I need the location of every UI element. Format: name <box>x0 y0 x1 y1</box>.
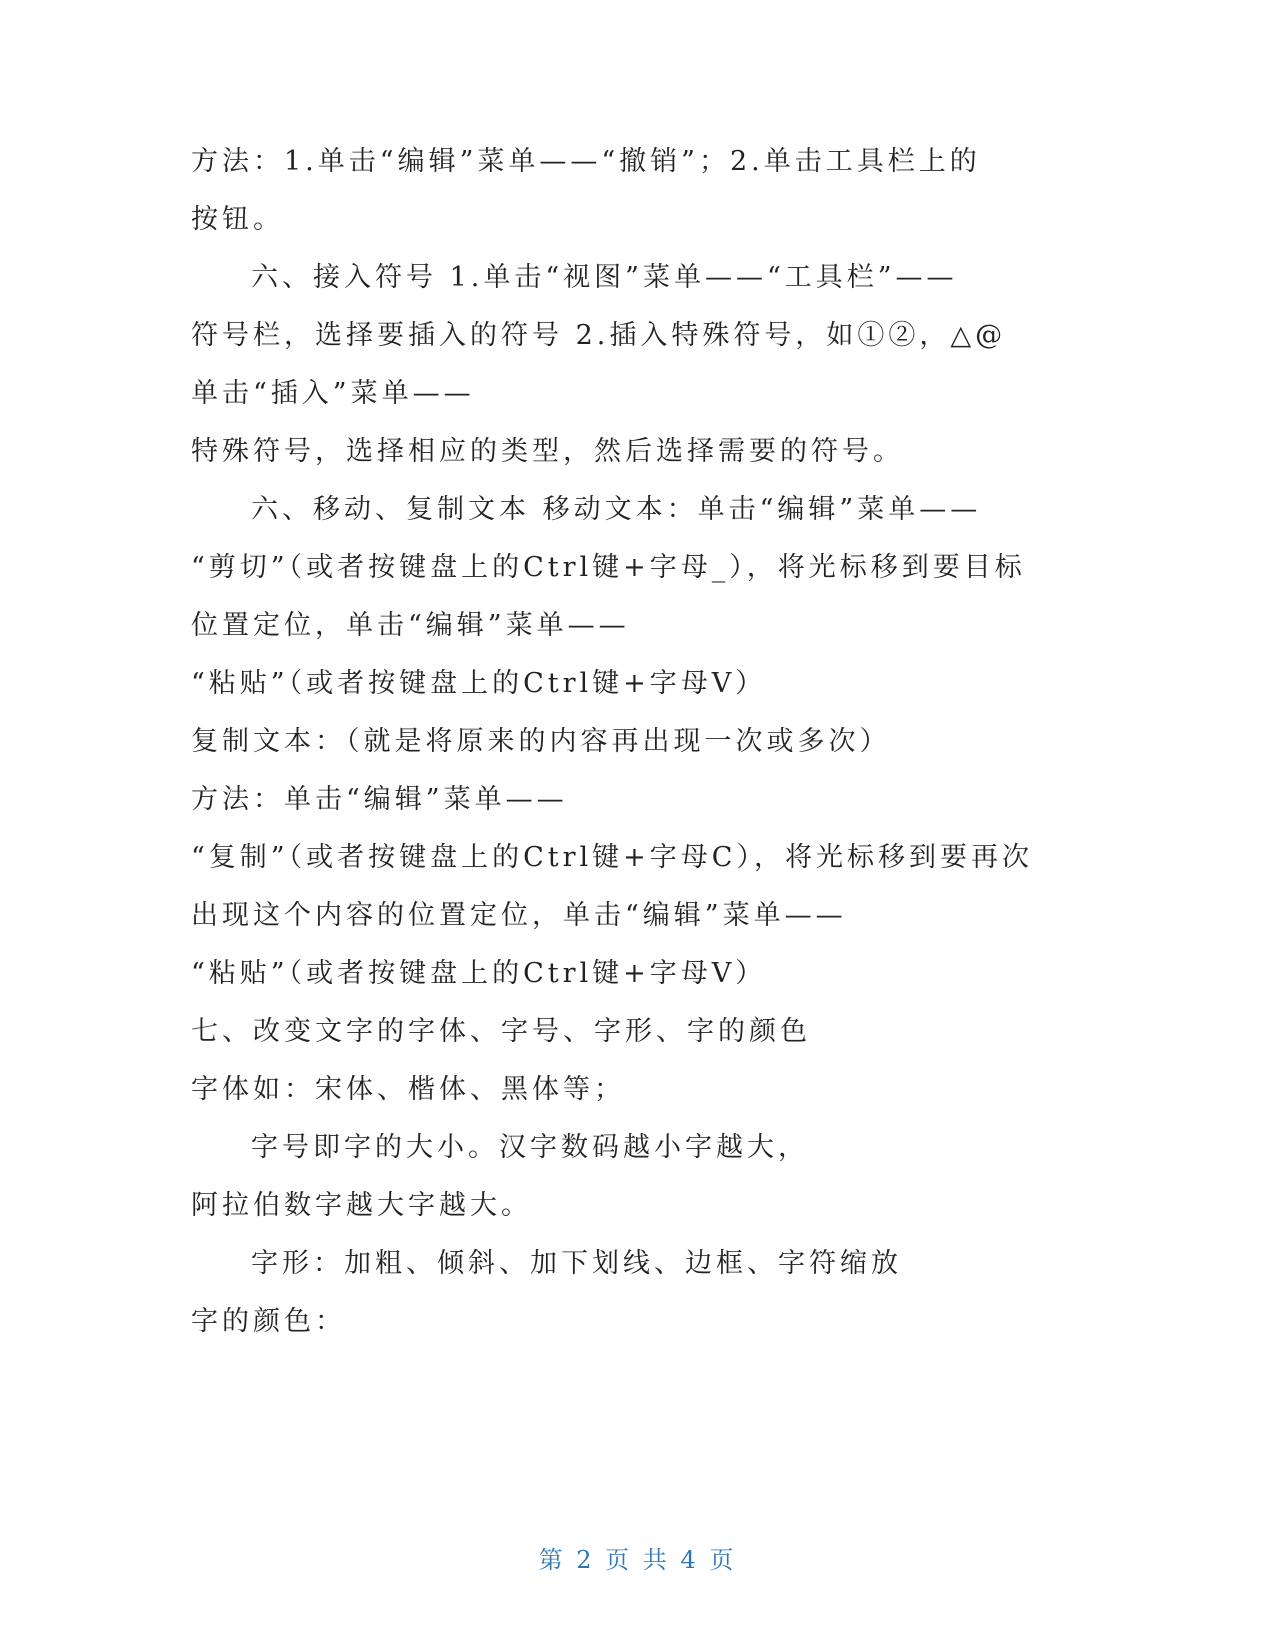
text-line: 字号即字的大小。汉字数码越小字越大， <box>251 1132 809 1163</box>
page-number-footer: 第 2 页 共 4 页 <box>538 1546 737 1574</box>
text-line: 字体如：宋体、楷体、黑体等； <box>191 1074 625 1105</box>
text-line: 特殊符号，选择相应的类型，然后选择需要的符号。 <box>191 436 904 467</box>
text-line: 字的颜色： <box>191 1306 346 1337</box>
text-line: 字形：加粗、倾斜、加下划线、边框、字符缩放 <box>251 1248 902 1279</box>
text-line: 单击“插入”菜单—— <box>191 378 475 409</box>
text-line: 按钮。 <box>191 204 284 235</box>
text-line: 阿拉伯数字越大字越大。 <box>191 1190 532 1221</box>
text-line: 六、接入符号 1.单击“视图”菜单——“工具栏”—— <box>251 262 958 293</box>
text-line: “剪切”（或者按键盘上的Ctrl键+字母_），将光标移到要目标 <box>191 552 1026 583</box>
text-line: 六、移动、复制文本 移动文本：单击“编辑”菜单—— <box>251 494 982 525</box>
text-line: 方法：单击“编辑”菜单—— <box>191 784 568 815</box>
text-line: “粘贴”（或者按键盘上的Ctrl键+字母V） <box>191 958 767 989</box>
text-line: 出现这个内容的位置定位，单击“编辑”菜单—— <box>191 900 847 931</box>
text-line: “粘贴”（或者按键盘上的Ctrl键+字母V） <box>191 668 767 699</box>
text-line: 符号栏，选择要插入的符号 2.插入特殊符号，如①②，△@ <box>191 320 1007 351</box>
text-line: “复制”（或者按键盘上的Ctrl键+字母C），将光标移到要再次 <box>191 842 1033 873</box>
text-line: 复制文本：（就是将原来的内容再出现一次或多次） <box>191 726 891 757</box>
text-line: 方法：1.单击“编辑”菜单——“撤销”；2.单击工具栏上的 <box>191 146 981 177</box>
text-line: 位置定位，单击“编辑”菜单—— <box>191 610 630 641</box>
text-line: 七、改变文字的字体、字号、字形、字的颜色 <box>191 1016 811 1047</box>
